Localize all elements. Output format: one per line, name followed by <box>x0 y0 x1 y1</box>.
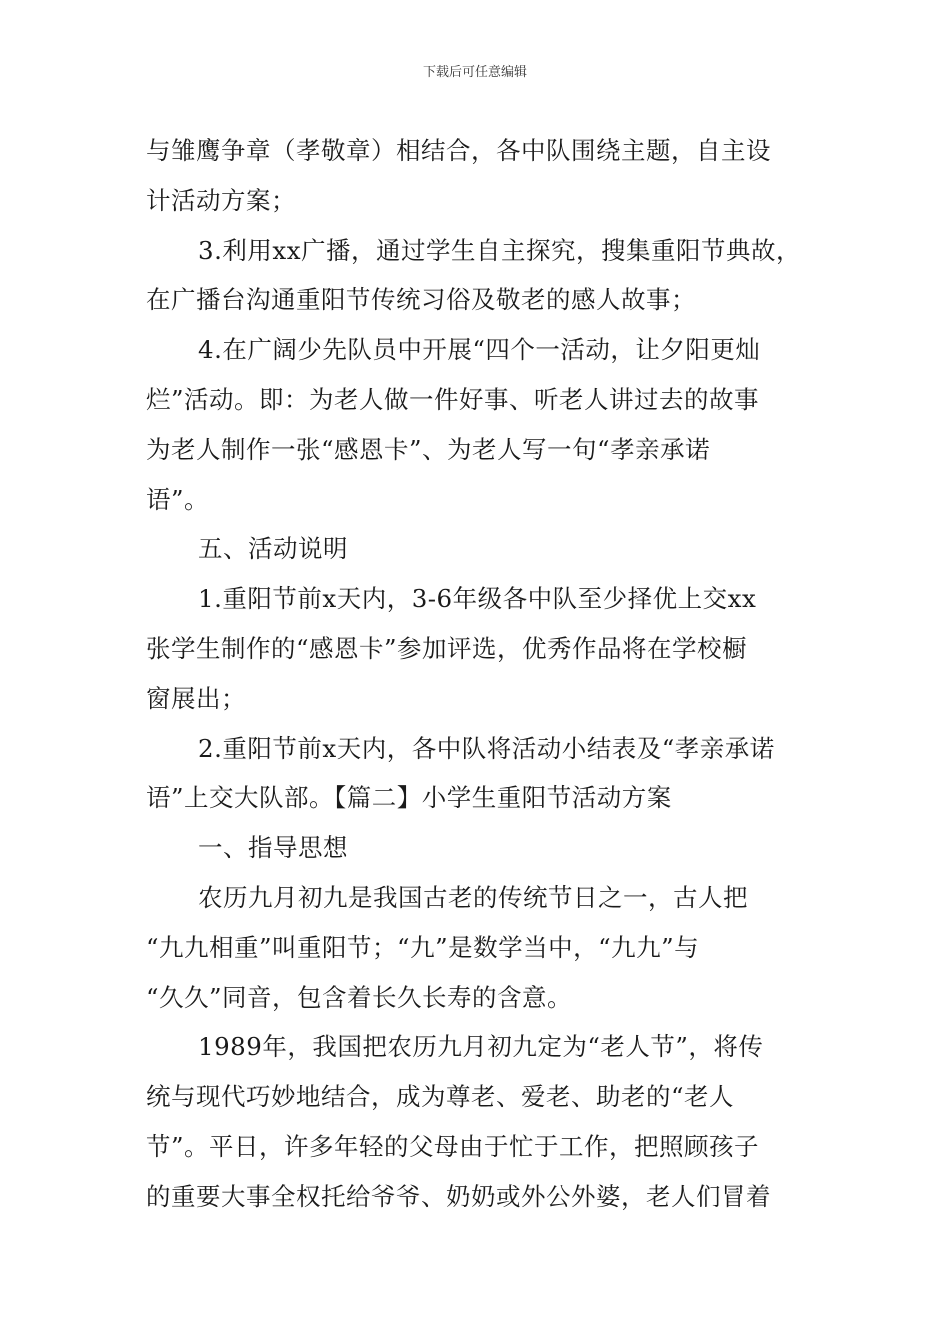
page-header-note: 下载后可任意编辑 <box>422 65 527 80</box>
text-line: 1.重阳节前x天内，3-6年级各中队至少择优上交xx <box>198 584 757 614</box>
text-line: 1989年，我国把农历九月初九定为“老人节”，将传 <box>198 1032 764 1062</box>
text-line: 统与现代巧妙地结合，成为尊老、爱老、助老的“老人 <box>146 1082 735 1112</box>
text-line: “九九相重”叫重阳节；“九”是数学当中，“九九”与 <box>146 932 700 962</box>
text-line: 4.在广阔少先队员中开展“四个一活动，让夕阳更灿 <box>198 335 761 365</box>
text-line: 窗展出； <box>146 683 246 713</box>
text-line: 在广播台沟通重阳节传统习俗及敬老的感人故事； <box>146 285 696 315</box>
text-line: 语”上交大队部。【篇二】小学生重阳节活动方案 <box>146 783 672 813</box>
text-line: 农历九月初九是我国古老的传统节日之一，古人把 <box>198 882 748 912</box>
text-line: 2.重阳节前x天内，各中队将活动小结表及“孝亲承诺 <box>198 733 775 763</box>
text-line: “久久”同音，包含着长久长寿的含意。 <box>146 982 573 1012</box>
text-line: 节”。平日，许多年轻的父母由于忙于工作，把照顾孩子 <box>146 1131 760 1161</box>
section-heading: 一、指导思想 <box>198 833 348 863</box>
text-line: 计活动方案； <box>146 185 296 215</box>
text-line: 张学生制作的“感恩卡”参加评选，优秀作品将在学校橱 <box>146 633 748 663</box>
text-line: 为老人制作一张“感恩卡”、为老人写一句“孝亲承诺 <box>146 434 711 464</box>
text-line: 的重要大事全权托给爷爷、奶奶或外公外婆，老人们冒着 <box>146 1181 771 1211</box>
text-line: 烂”活动。即：为老人做一件好事、听老人讲过去的故事 <box>146 384 760 414</box>
text-line: 与雏鹰争章（孝敬章）相结合，各中队围绕主题，自主设 <box>146 136 771 165</box>
document-body <box>146 126 816 1222</box>
text-line: 语”。 <box>146 484 210 514</box>
text-line: 3.利用xx广播，通过学生自主探究，搜集重阳节典故， <box>198 235 802 265</box>
section-heading: 五、活动说明 <box>198 534 348 564</box>
